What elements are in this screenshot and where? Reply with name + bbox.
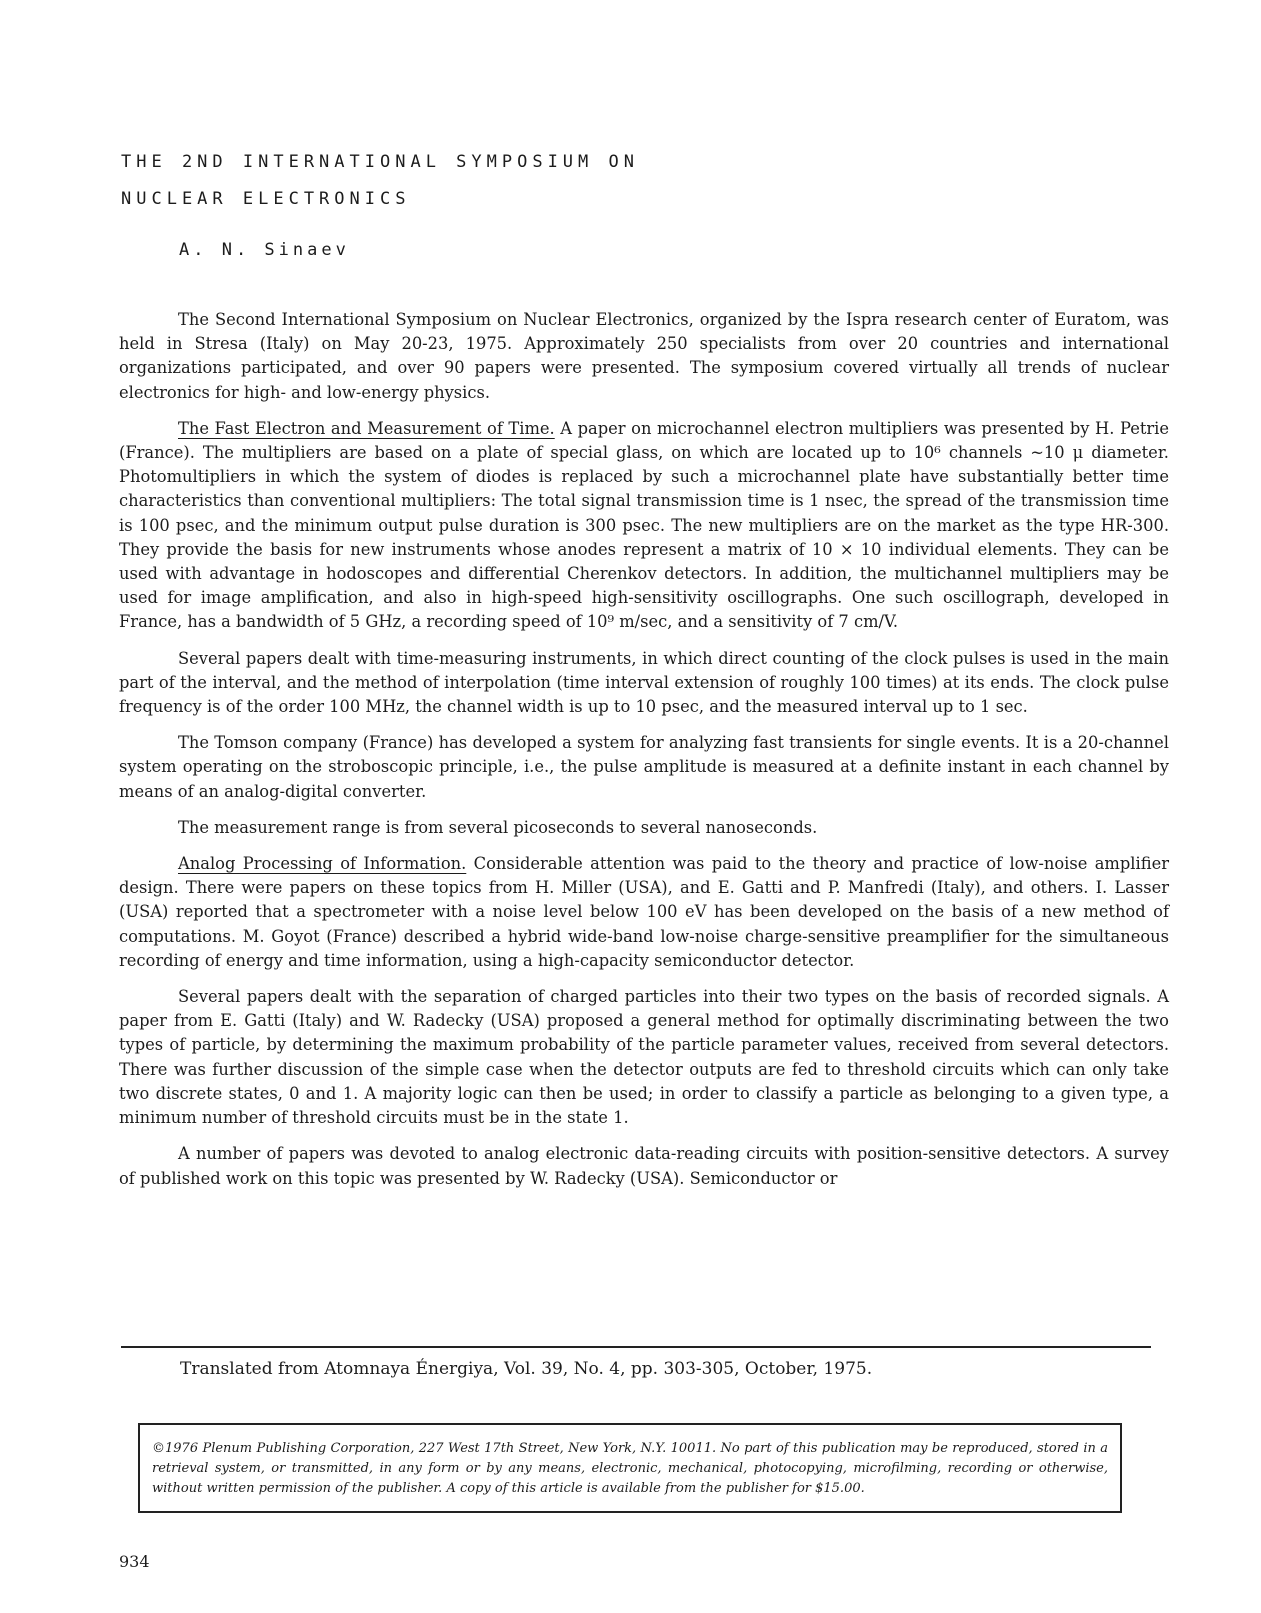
paragraph-4-text: The Tomson company (France) has developed a system for analyzing fast transients for single events. It is a 20-channel system operating on the stroboscopic principle, i.e., the pulse amplitude is measured at a definite instant in each channel by means of an analog-digital converter. [119,733,1169,801]
paragraph-3-text: Several papers dealt with time-measuring instruments, in which direct counting of the clock pulses is used in the main part of the interval, and the method of interpolation (time interval extension of roughly 100 times) at its ends. The clock pulse frequency is of the order 100 MHz, the channel width is up to 10 psec, and the measured interval up to 1 sec. [119,648,1169,717]
paragraph-8 [119,1142,1169,1190]
paragraph-2 [119,417,1169,635]
article-body [119,308,1169,1203]
paragraph-1 [119,308,1169,405]
paragraph-3 [119,647,1169,720]
paragraph-2-text: A paper on microchannel electron multipliers was presented by H. Petrie (France). The multipliers are based on a plate of special glass, on which are located up to 10⁶ channels ~10 μ diameter. Photomultipliers in which the system of diodes is replaced by such a microchannel plate have substantially better time characteristics than conventional multipliers: The total signal transmission time is 1 nsec, the spread of the transmission time is 100 psec, and the minimum output pulse duration is 300 psec. The new multipliers are on the market as the type HR-300. They provide the basis for new instruments whose anodes represent a matrix of 10 × 10 individual elements. They can be used with advantage in hodoscopes and differential Cherenkov detectors. In addition, the multichannel multipliers may be used for image amplification, and also in high-speed high-sensitivity oscillographs. One such oscillograph, developed in France, has a bandwidth of 5 GHz, a recording speed of 10⁹ m/sec, and a sensitivity of 7 cm/V. [119,418,1170,632]
article-title-line-1: THE 2ND INTERNATIONAL SYMPOSIUM ON [121,152,639,172]
copyright-notice: ©1976 Plenum Publishing Corporation, 227 West 17th Street, New York, N.Y. 10011. No part of this publication may be reproduced, stored in a retrieval system, or transmitted, in any form or by any means, electronic, mechanical, photocopying, microfilming, recording or otherwise, without written permission of the publisher. A copy of this article is available from the publisher for $15.00. [152,1441,1108,1496]
paragraph-5-text: The measurement range is from several picoseconds to several nanoseconds. [178,817,818,837]
article-author: A. N. Sinaev [179,240,350,260]
paragraph-6 [119,852,1169,973]
section-heading-analog-processing: Analog Processing of Information. [178,854,467,874]
paragraph-8-text: A number of papers was devoted to analog electronic data-reading circuits with position-sensitive detectors. A survey of published work on this topic was presented by W. Radecky (USA). Semiconductor or [119,1144,1169,1188]
paragraph-7-text: Several papers dealt with the separation of charged particles into their two types on the basis of recorded signals. A paper from E. Gatti (Italy) and W. Radecky (USA) proposed a general method for optimally discriminating between the two types of particle, by determining the maximum probability of the particle parameter values, received from several detectors. There was further discussion of the simple case when the detector outputs are fed to threshold circuits which can only take two discrete states, 0 and 1. A majority logic can then be used; in order to classify a particle as belonging to a given type, a minimum number of threshold circuits must be in the state 1. [119,987,1169,1128]
paragraph-6-text: Considerable attention was paid to the theory and practice of low-noise amplifier design. There were papers on these topics from H. Miller (USA), and E. Gatti and P. Manfredi (Italy), and others. I. Lasser (USA) reported that a spectrometer with a noise level below 100 eV has been developed on the basis of a new method of computations. M. Goyot (France) described a hybrid wide-band low-noise charge-sensitive preamplifier for the simultaneous recording of energy and time information, using a high-capacity semiconductor detector. [119,854,1169,970]
article-title-line-2: NUCLEAR ELECTRONICS [121,189,411,209]
translation-source-note: Translated from Atomnaya Énergiya, Vol. 39, No. 4, pp. 303-305, October, 1975. [180,1359,873,1379]
section-heading-fast-electron: The Fast Electron and Measurement of Time. [178,418,555,438]
footnote-divider [121,1346,1151,1348]
paragraph-4 [119,731,1169,804]
page-number: 934 [119,1552,150,1571]
paragraph-1-text: The Second International Symposium on Nuclear Electronics, organized by the Ispra research center of Euratom, was held in Stresa (Italy) on May 20-23, 1975. Approximately 250 specialists from over 20 countries and international organizations participated, and over 90 papers were presented. The symposium covered virtually all trends of nuclear electronics for high- and low-energy physics. [119,310,1169,402]
paragraph-7 [119,985,1169,1130]
copyright-box [138,1423,1122,1513]
paragraph-5 [119,816,1169,840]
